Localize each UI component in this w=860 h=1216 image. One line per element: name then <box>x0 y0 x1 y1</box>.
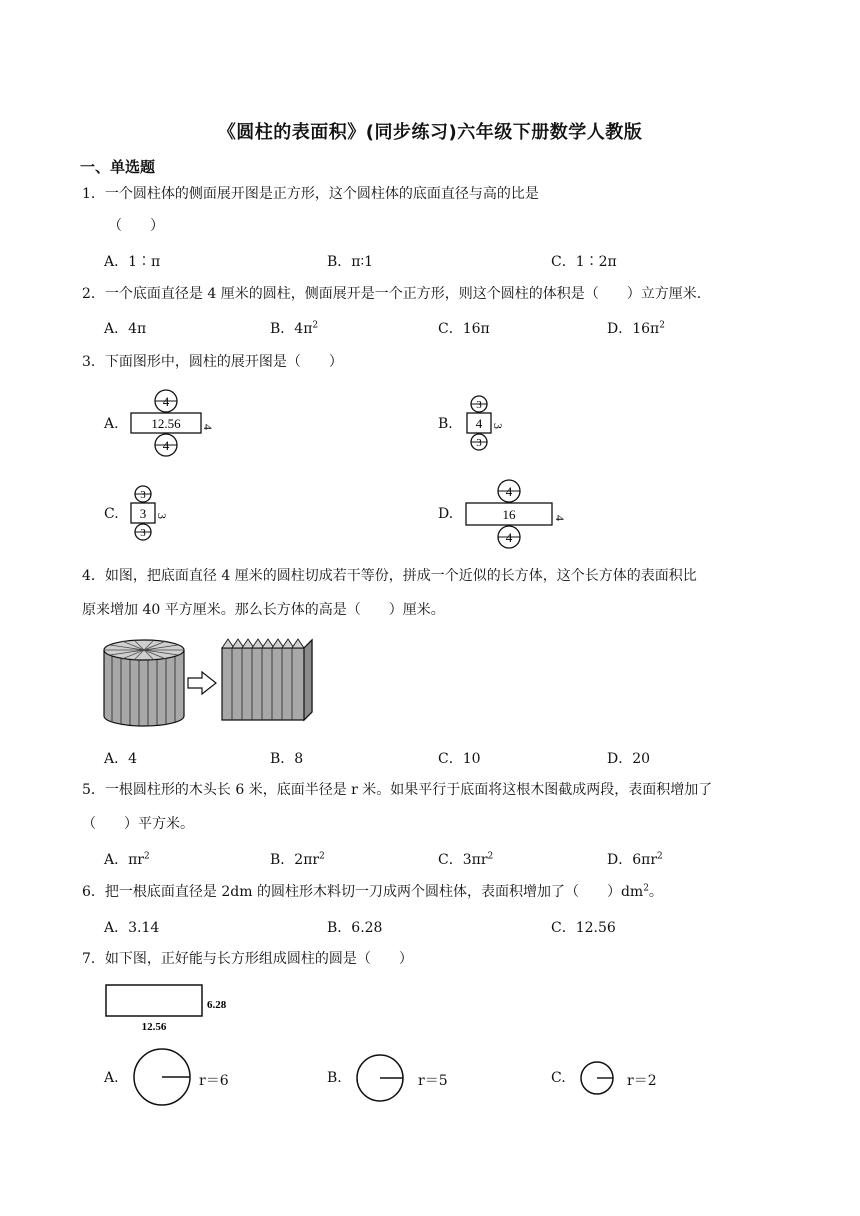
q3-figure-c[interactable] <box>126 485 186 545</box>
q2-option-d[interactable]: D．$16\pi^2$ <box>607 320 665 337</box>
fig-c-circle-top-label: 3 <box>140 489 146 501</box>
question-6-text: 6．把一根底面直径是 2dm 的圆柱形木料切一刀成两个圆柱体，表面积增加了（ ）$dm^2$。 <box>82 883 663 900</box>
q3-option-d-label[interactable]: D. <box>438 506 454 522</box>
q2-option-b[interactable]: B．$4\pi^2$ <box>270 320 319 337</box>
fig-b-circle-bottom-label: 3 <box>476 437 482 449</box>
fig-d-circle-top-label: 4 <box>505 484 513 499</box>
q1-option-c[interactable]: C．1∶2π <box>551 254 617 270</box>
fig-b-side-label: 3 <box>491 423 505 429</box>
q7-rectangle-figure <box>104 983 244 1033</box>
q2-option-a[interactable]: A．4π <box>104 321 147 337</box>
q7-circle-c[interactable] <box>578 1061 618 1097</box>
q4-option-d[interactable]: D．20 <box>607 751 651 767</box>
fig-a-side-label: 4 <box>201 424 215 430</box>
q3-figure-d[interactable] <box>462 478 582 550</box>
fig-c-rect-label: 3 <box>139 506 147 521</box>
question-4-line-1: 4．如图，把底面直径 4 厘米的圆柱切成若干等份，拼成一个近似的长方体，这个长方体的表面积比 <box>82 568 697 584</box>
q7-radius-c: r＝2 <box>627 1073 657 1089</box>
q3-option-a-label[interactable]: A. <box>104 416 119 432</box>
q7-radius-b: r＝5 <box>418 1073 448 1089</box>
q7-option-c-label[interactable]: C. <box>551 1070 566 1086</box>
question-2-text: 2．一个底面直径是 4 厘米的圆柱，侧面展开是一个正方形，则这个圆柱的体积是（ ）立方厘米. <box>82 286 702 302</box>
fig-a-circle-bottom-label: 4 <box>162 438 170 453</box>
q6-option-a[interactable]: A．3.14 <box>104 920 160 936</box>
q5-option-c[interactable]: C．$3\pi r^2$ <box>438 851 494 868</box>
q4-option-c[interactable]: C．10 <box>438 751 481 767</box>
fig-d-side-label: 4 <box>553 515 567 521</box>
fig-c-circle-bottom-label: 3 <box>140 527 146 539</box>
q7-rect-width-label: 12.56 <box>141 1021 167 1033</box>
q3-option-b-label[interactable]: B. <box>438 416 453 432</box>
fig-b-circle-top-label: 3 <box>476 399 482 411</box>
q1-option-a[interactable]: A．1∶π <box>104 254 161 270</box>
fig-c-side-label: 3 <box>155 513 169 519</box>
q4-cylinder-cut-figure <box>100 636 330 728</box>
page-title: 《圆柱的表面积》(同步练习)六年级下册数学人教版 <box>217 122 643 143</box>
q4-option-a[interactable]: A．4 <box>104 751 138 767</box>
q3-option-c-label[interactable]: C. <box>104 506 119 522</box>
question-4-line-2: 原来增加 40 平方厘米。那么长方体的高是（ ）厘米。 <box>82 602 445 618</box>
q3-figure-b[interactable] <box>462 395 522 455</box>
q7-circle-a[interactable] <box>132 1047 192 1109</box>
q4-option-b[interactable]: B．8 <box>270 751 304 767</box>
question-5-line-2: （ ）平方米。 <box>82 816 194 832</box>
q2-option-c[interactable]: C．16π <box>438 321 490 337</box>
question-7-text: 7．如下图，正好能与长方形组成圆柱的圆是（ ） <box>82 951 413 967</box>
q7-radius-a: r＝6 <box>199 1073 229 1089</box>
question-3-text: 3．下面图形中，圆柱的展开图是（ ） <box>82 354 343 370</box>
q6-option-b[interactable]: B．6.28 <box>327 920 383 936</box>
q5-option-b[interactable]: B．$2\pi r^2$ <box>270 851 325 868</box>
q3-figure-a[interactable] <box>128 388 228 458</box>
question-1-blank: （ ） <box>108 218 164 234</box>
q7-rect-height-label: 6.28 <box>207 999 227 1011</box>
fig-a-rect-label: 12.56 <box>151 416 181 431</box>
section-heading: 一、单选题 <box>80 158 156 176</box>
q7-circle-b[interactable] <box>354 1054 406 1104</box>
fig-a-circle-top-label: 4 <box>162 394 170 409</box>
fig-d-rect-label: 16 <box>502 507 516 522</box>
fig-d-circle-bottom-label: 4 <box>505 530 513 545</box>
q5-option-d[interactable]: D．$6\pi r^2$ <box>607 851 663 868</box>
q1-option-b[interactable]: B．π∶1 <box>327 254 374 270</box>
q7-option-a-label[interactable]: A. <box>104 1070 119 1086</box>
question-5-line-1: 5．一根圆柱形的木头长 6 米，底面半径是 r 米。如果平行于底面将这根木图截成两段，表面积增加了 <box>82 782 713 798</box>
question-1-text: 1．一个圆柱体的侧面展开图是正方形，这个圆柱体的底面直径与高的比是 <box>82 186 539 202</box>
q7-option-b-label[interactable]: B. <box>327 1070 342 1086</box>
q5-option-a[interactable]: A．$\pi r^2$ <box>104 851 150 868</box>
fig-b-rect-label: 4 <box>475 416 483 431</box>
q6-option-c[interactable]: C．12.56 <box>551 920 616 936</box>
